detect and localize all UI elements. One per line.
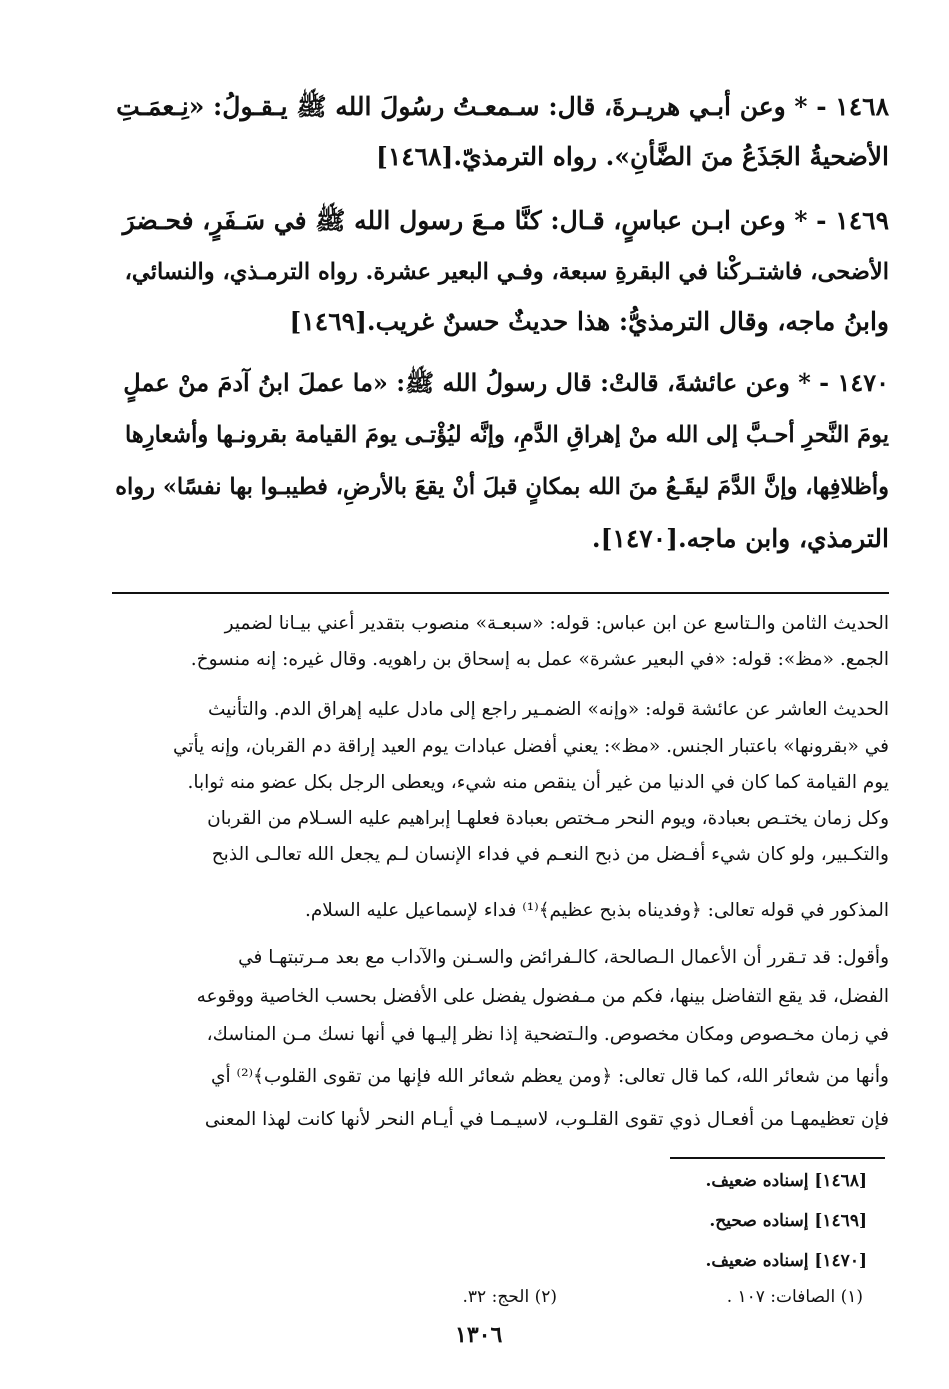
hadith-line: يومَ النَّحرِ أحـبَّ إلى الله منْ إهراقِ الدَّمِ، وإنَّه ليُؤْتـى يومَ القيامة بقرونـها وأشعارِها (125, 422, 889, 448)
footnote-ref-1: (١) الصافات: ١٠٧ . (726, 1287, 863, 1307)
commentary-line: وأقول: قد تـقرر أن الأعمال الـصالحة، كالـفرائض والسـنن والآداب مع بعد مـرتبتهـا في (238, 947, 889, 968)
commentary-line: الحديث العاشر عن عائشة قوله: «وإنه» الضمـير راجع إلى مادل عليه إهراق الدم. والتأنيث (208, 699, 889, 720)
footnote-divider (670, 1157, 885, 1159)
takhrij-note: [١٤٦٩] إسناده صحيح. (709, 1211, 867, 1231)
commentary-line: المذكور في قوله تعالى: ﴿وفديناه بذبح عظيم﴾⁽¹⁾ فداء لإسماعيل عليه السلام. (304, 900, 889, 921)
commentary-line: في زمان مخـصوص ومكان مخصوص. والـتضحية إذا نظر إليـها في أنها نسك مـن المناسك، (206, 1024, 889, 1045)
hadith-line: الأضحى، فاشتـركْنا في البقرةِ سبعة، وفـي البعير عشرة. رواه الترمـذي، والنسائي، (124, 259, 889, 285)
commentary-line: الجمع. «مظ»: قوله: «في البعير عشرة» عمل به إسحاق بن راهويه. وقال غيره: إنه منسوخ. (190, 649, 889, 670)
hadith-line: ١٤٦٩ - * وعن ابـن عباسٍ، قـال: كنَّا مـعَ رسول الله ﷺ في سَـفَرٍ، فحـضرَ (122, 206, 889, 235)
commentary-line: فإن تعظيمهـا من أفعـال ذوي تقوى القلـوب، لاسيـمـا في أيـام النحر لأنها كانت لهذا المعنى (204, 1109, 889, 1130)
hadith-line: وأظلافِها، وإنَّ الدَّمَ ليقَـعُ منَ الله بمكانٍ قبلَ أنْ يقعَ بالأرضِ، فطيبـوا بها نفسًا» رواه (115, 474, 889, 500)
takhrij-note: [١٤٦٨] إسناده ضعيف. (705, 1171, 867, 1191)
commentary-line: والتكـبير، ولو كان شيء أفـضل من ذبح النعـم في فداء الإنسان لـم يجعل الله تعالـى الذبح (211, 844, 889, 865)
hadith-line: ١٤٧٠ - * وعن عائشةَ، قالتْ: قال رسولُ الله ﷺ: «ما عملَ ابنُ آدمَ منْ عملٍ (123, 368, 889, 397)
section-divider (112, 592, 889, 594)
commentary-line: وكل زمان يختـص بعبادة، ويوم النحر مـختص بعبادة فعلهـا إبراهيم عليه السـلام من القربان (207, 808, 889, 829)
hadith-line: وابنُ ماجه، وقال الترمذيُّ: هذا حديثٌ حسنٌ غريب.[١٤٦٩] (289, 307, 889, 336)
page-number: ١٣٠٦ (455, 1322, 503, 1348)
takhrij-note: [١٤٧٠] إسناده ضعيف. (705, 1251, 867, 1271)
hadith-line: الترمذي، وابن ماجه.[١٤٧٠]. (591, 524, 889, 553)
commentary-line: الفضل، قد يقع التفاضل بينها، فكم من مـفضول يفضل على الأفضل بحسب الخاصية ووقوعه (196, 986, 889, 1007)
commentary-line: وأنها من شعائر الله، كما قال تعالى: ﴿ومن يعظم شعائر الله فإنها من تقوى القلوب﴾⁽²⁾ أي (211, 1066, 889, 1087)
hadith-line: الأضحيةُ الجَذَعُ منَ الضَّأنِ». رواه الترمذيّ.[١٤٦٨] (375, 142, 889, 171)
commentary-line: يوم القيامة كما كان في الدنيا من غير أن ينقص منه شيء، ويعطى الرجل بكل عضو منه ثوابا. (187, 772, 889, 793)
footnote-ref-2: (٢) الحج: ٣٢. (462, 1287, 557, 1307)
hadith-line: ١٤٦٨ - * وعن أبـي هريـرةَ، قال: سـمعـتُ رسُولَ الله ﷺ يـقـولُ: «نِـعمَـتِ (116, 92, 889, 121)
commentary-line: في «بقرونها» باعتبار الجنس. «مظ»: يعني أفضل عبادات يوم العيد إراقة دم القربان، وإنه يأتي (172, 736, 889, 757)
commentary-line: الحديث الثامن والـتاسع عن ابن عباس: قوله: «سبعـة» منصوب بتقدير أعني بيـانا لضمير (224, 613, 889, 634)
